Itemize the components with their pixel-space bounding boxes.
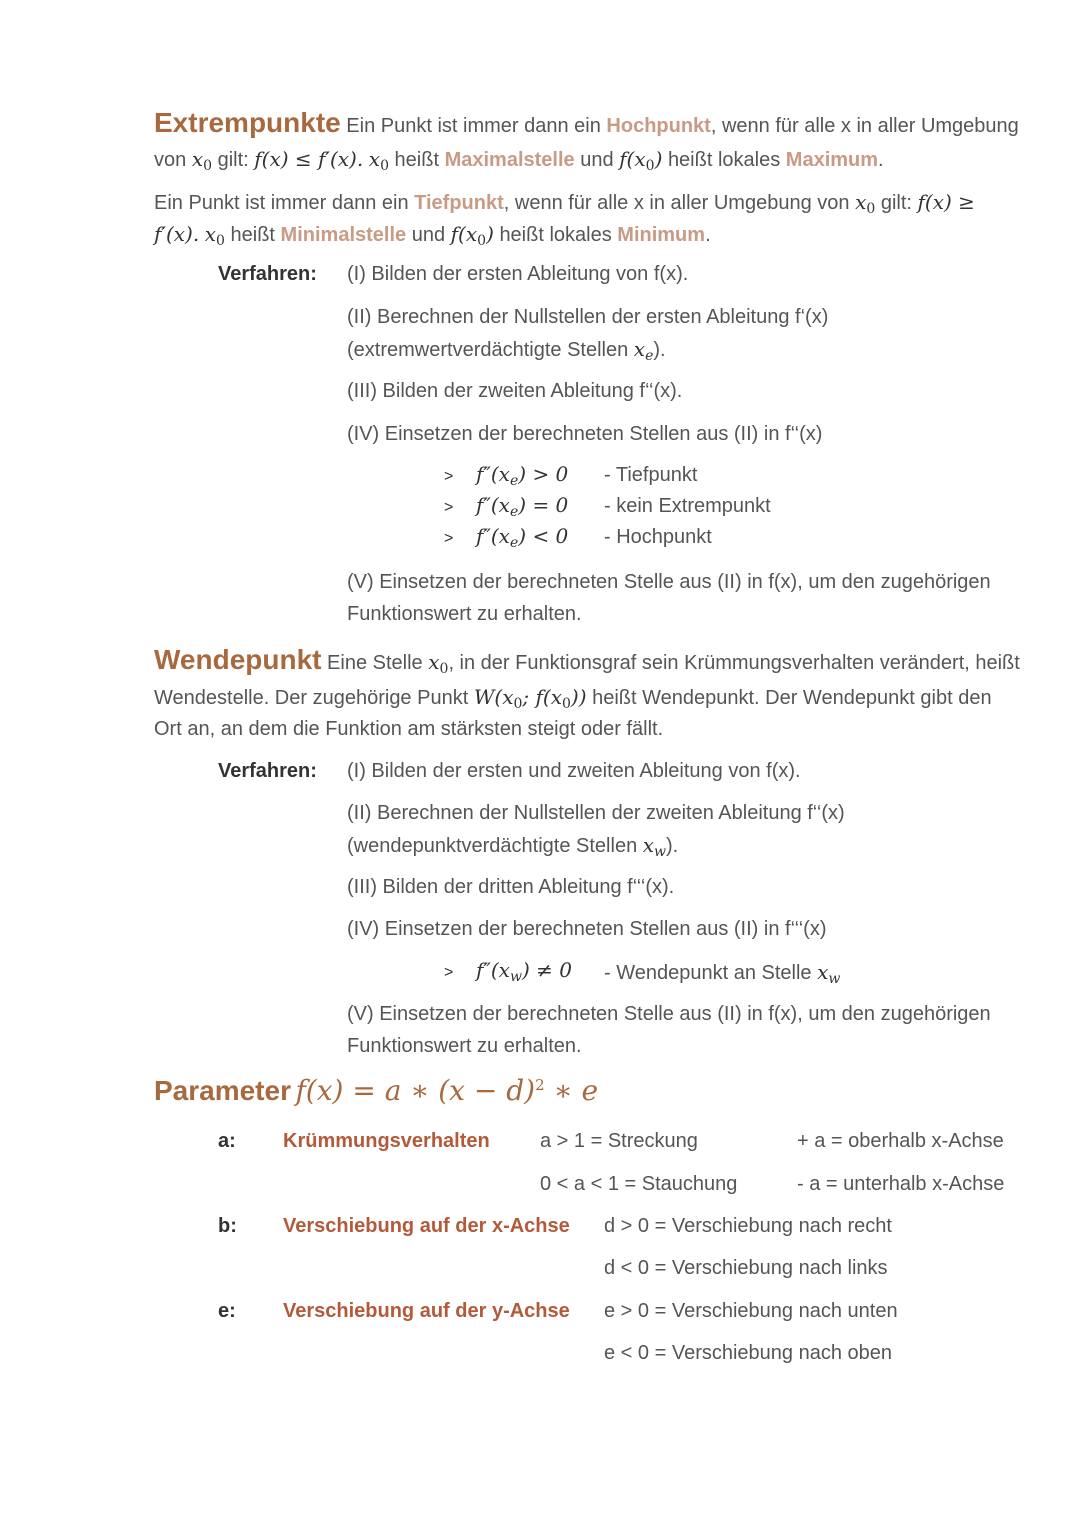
param-e-title: Verschiebung auf der y-Achse: [283, 1300, 570, 1322]
extrem-step-4: (IV) Einsetzen der berechneten Stellen aus (II) in f‘‘(x): [347, 423, 823, 445]
param-b-links: d < 0 = Verschiebung nach links: [604, 1257, 888, 1279]
math-f-x0: $f(x_0)$: [619, 147, 663, 174]
math-xe: $x_e$: [633, 337, 654, 364]
extrem-text: heißt lokales: [499, 224, 612, 246]
extrem-text: heißt lokales: [667, 149, 781, 171]
wende-verfahren-label: Verfahren:: [218, 760, 317, 782]
math-relation: > 0: [532, 462, 569, 486]
extrem-text: und: [580, 149, 614, 171]
extrem-step-2-line-2: (extremwertverdächtigte Stellen $x_e$).: [347, 337, 666, 364]
extrem-highlight-minimalstelle: Minimalstelle: [280, 224, 407, 246]
math-x0: $x_0$: [855, 190, 876, 217]
math-f2-xw: $f''(x_w) \ne 0$: [476, 958, 572, 985]
param-e-label: e:: [218, 1300, 236, 1322]
wende-text: Wendestelle. Der zugehörige Punkt: [154, 687, 469, 709]
math-inequality: f(x) ≤ f′(x).: [254, 147, 364, 171]
extrem-step-5-line-1: (V) Einsetzen der berechneten Stelle aus (II) in f(x), um den zugehörigen: [347, 571, 991, 593]
bullet-marker: >: [444, 499, 454, 516]
math-fprime: f′(x).: [154, 222, 200, 246]
extrem-step-5-line-2: Funktionswert zu erhalten.: [347, 603, 582, 625]
wende-step-4: (IV) Einsetzen der berechneten Stellen aus (II) in f‘‘‘(x): [347, 918, 827, 940]
wende-heading: Wendepunkt: [154, 644, 322, 675]
cond-text: - Wendepunkt an Stelle: [604, 962, 812, 984]
math-inequality: f(x) ≥: [917, 190, 975, 214]
math-f2-xe: $f''(x_e) = 0$: [476, 493, 569, 520]
wende-step-3: (III) Bilden der dritten Ableitung f‘‘‘(x).: [347, 876, 675, 898]
math-x0: $x_0$: [428, 650, 449, 677]
wende-step-2-line-1: (II) Berechnen der Nullstellen der zweiten Ableitung f‘‘(x): [347, 802, 845, 824]
formula-exponent: 2: [535, 1076, 545, 1094]
param-e-unten: e > 0 = Verschiebung nach unten: [604, 1300, 898, 1322]
extrem-highlight-maximalstelle: Maximalstelle: [444, 149, 575, 171]
wende-text: , in der Funktionsgraf sein Krümmungsverhalten verändert, heißt: [448, 652, 1020, 674]
math-f-x0: $f(x_0)$: [450, 222, 494, 249]
bullet-marker: >: [444, 468, 454, 485]
extrem-text: , wenn für alle x in aller Umgebung von: [503, 192, 850, 214]
extrem-text: heißt: [230, 224, 275, 246]
wende-text: Eine Stelle: [327, 652, 423, 674]
math-part: ): [654, 147, 663, 171]
math-x0: $x_0$: [204, 222, 225, 249]
wende-step-5-line-2: Funktionswert zu erhalten.: [347, 1035, 582, 1057]
param-a-title: Krümmungsverhalten: [283, 1130, 490, 1152]
extrem-text: von: [154, 149, 187, 171]
math-relation: ≠ 0: [536, 958, 572, 982]
math-xw: $x_w$: [817, 960, 841, 987]
param-b-recht: d > 0 = Verschiebung nach recht: [604, 1215, 892, 1237]
wende-intro-line-3: Ort an, an dem die Funktion am stärksten steigt oder fällt.: [154, 718, 664, 740]
extrem-heading: Extrempunkte: [154, 107, 341, 138]
cond-wendepunkt: [604, 960, 840, 985]
math-x0: $x_0$: [368, 147, 389, 174]
cond-kein-extrempunkt: - kein Extrempunkt: [604, 495, 771, 517]
extrem-text: gilt:: [217, 149, 249, 171]
extrem-text: gilt:: [880, 192, 912, 214]
extrem-highlight-tiefpunkt: Tiefpunkt: [414, 192, 504, 214]
math-relation: < 0: [532, 524, 569, 548]
extrem-intro-line-1: [154, 107, 1019, 142]
math-w-point: $W(x_0$; $f(x_0)$): [473, 685, 587, 712]
param-e-oben: e < 0 = Verschiebung nach oben: [604, 1342, 893, 1364]
math-x0: $x_0$: [191, 147, 213, 174]
bullet-marker: >: [444, 964, 454, 981]
extrem-tief-line-2: f′(x). $x_0$ heißt Minimalstelle und $f(x_0)$ heißt lokales Minimum.: [154, 222, 711, 249]
extrem-highlight-minimum: Minimum: [617, 224, 706, 246]
extrem-step-2-line-1: (II) Berechnen der Nullstellen der ersten Ableitung f‘(x): [347, 306, 829, 328]
param-a-oberhalb: + a = oberhalb x-Achse: [797, 1130, 1004, 1152]
param-a-unterhalb: - a = unterhalb x-Achse: [797, 1173, 1005, 1195]
param-b-label: b:: [218, 1215, 237, 1237]
extrem-highlight-hochpunkt: Hochpunkt: [606, 115, 711, 137]
wende-step-1: (I) Bilden der ersten und zweiten Ableitung von f(x).: [347, 760, 801, 782]
extrem-text: und: [411, 224, 446, 246]
wende-intro-line-1: [154, 644, 1020, 679]
wende-intro-line-2: [154, 681, 992, 714]
extrem-tief-line-1: [154, 186, 975, 219]
bullet-marker: >: [444, 530, 454, 547]
formula-part: ∗ e: [553, 1074, 599, 1107]
math-f2-xe: $f''(x_e) > 0$: [476, 462, 569, 489]
extrem-text: heißt: [394, 149, 440, 171]
step-text: (wendepunktverdächtigte Stellen: [347, 835, 638, 857]
extrem-text: , wenn für alle x in aller Umgebung: [710, 115, 1019, 137]
extrem-intro-line-2: von $x_0$ gilt: f(x) ≤ f′(x). $x_0$ heißt Maximalstelle und $f(x_0)$ heißt lokales Maximum.: [154, 147, 884, 174]
param-heading-line: [154, 1074, 598, 1107]
step-text: (extremwertverdächtigte Stellen: [347, 339, 629, 361]
math-x: x: [191, 147, 204, 171]
param-heading: Parameter: [154, 1075, 291, 1106]
extrem-text: Ein Punkt ist immer dann ein: [346, 115, 601, 137]
math-part: f(x: [619, 147, 646, 171]
wende-step-2-line-2: (wendepunktverdächtigte Stellen $x_w$).: [347, 833, 679, 860]
extrem-step-3: (III) Bilden der zweiten Ableitung f‘‘(x).: [347, 380, 683, 402]
param-b-title: Verschiebung auf der x-Achse: [283, 1215, 570, 1237]
param-a-label: a:: [218, 1130, 236, 1152]
wende-text: heißt Wendepunkt. Der Wendepunkt gibt den: [592, 687, 992, 709]
param-formula: [295, 1074, 598, 1107]
wende-step-5-line-1: (V) Einsetzen der berechneten Stelle aus (II) in f(x), um den zugehörigen: [347, 1003, 991, 1025]
param-a-stauchung: 0 < a < 1 = Stauchung: [540, 1173, 738, 1195]
extrem-highlight-maximum: Maximum: [785, 149, 879, 171]
extrem-verfahren-label: Verfahren:: [218, 263, 317, 285]
extrem-step-1: (I) Bilden der ersten Ableitung von f(x).: [347, 263, 689, 285]
param-a-streckung: a > 1 = Streckung: [540, 1130, 698, 1152]
cond-tiefpunkt: - Tiefpunkt: [604, 464, 698, 486]
cond-hochpunkt: - Hochpunkt: [604, 526, 712, 548]
math-f2-xe: $f''(x_e) < 0$: [476, 524, 569, 551]
extrem-text: Ein Punkt ist immer dann ein: [154, 192, 409, 214]
formula-part: f(x) = a ∗ (x − d): [295, 1074, 536, 1107]
math-relation: = 0: [532, 493, 569, 517]
math-xw: $x_w$: [642, 833, 667, 860]
